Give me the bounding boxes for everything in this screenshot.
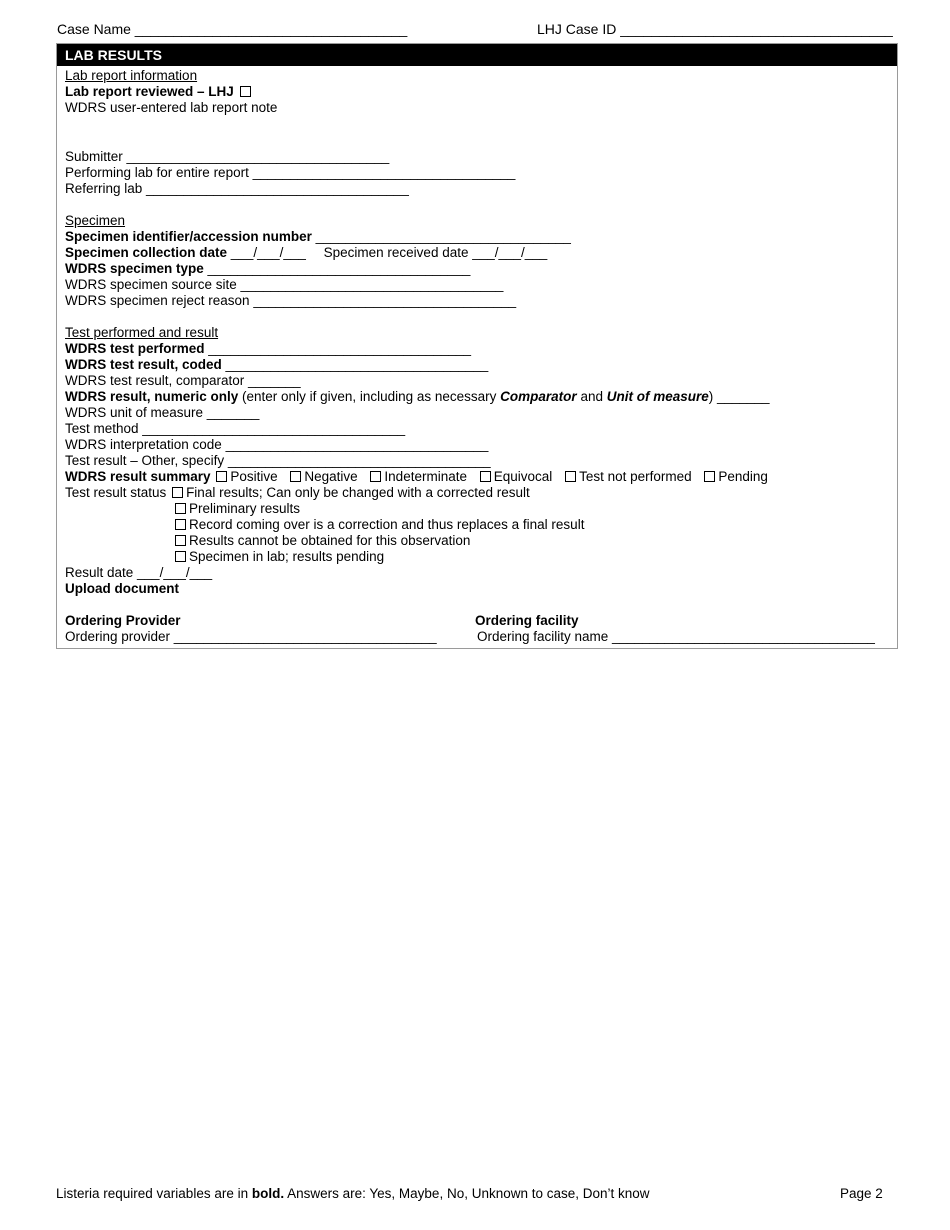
status-row-pending [173, 549, 384, 565]
test-numeric-row [65, 389, 770, 405]
status-option-pending: Specimen in lab; results pending [189, 549, 385, 564]
footer-note: Listeria required variables are in bold. Answers are: Yes, Maybe, No, Unknown to case, Don’t know [56, 1186, 650, 1201]
specimen-source-site-field: WDRS specimen source site ___________________________________ [65, 277, 504, 292]
specimen-type-row [65, 261, 470, 277]
test-numeric-unit: Unit of measure [606, 389, 709, 404]
status-option-correction: Record coming over is a correction and thus replaces a final result [189, 517, 585, 532]
checkbox-icon[interactable] [704, 471, 715, 482]
checkbox-icon[interactable] [175, 535, 186, 546]
specimen-type-label: WDRS specimen type [65, 261, 204, 276]
test-numeric-close: ) _______ [708, 389, 770, 404]
status-row-preliminary [173, 501, 300, 517]
status-label: Test result status [65, 485, 167, 500]
test-performed-blank: ___________________________________ [204, 341, 472, 356]
summary-option-positive[interactable]: Positive [214, 469, 277, 484]
specimen-collection-blank: ___/___/___ [227, 245, 306, 260]
result-summary-label: WDRS result summary [65, 469, 211, 484]
ordering-facility-heading: Ordering facility [475, 613, 579, 628]
summary-option-pending[interactable]: Pending [702, 469, 768, 484]
status-row-cannot-obtain [173, 533, 470, 549]
test-method-field: Test method ___________________________________ [65, 421, 406, 436]
result-date-field: Result date ___/___/___ [65, 565, 213, 580]
specimen-heading: Specimen [65, 213, 126, 228]
test-coded-blank: ___________________________________ [221, 357, 489, 372]
specimen-type-blank: ___________________________________ [203, 261, 471, 276]
checkbox-icon[interactable] [565, 471, 576, 482]
summary-option-negative[interactable]: Negative [288, 469, 357, 484]
test-numeric-comparator: Comparator [500, 389, 577, 404]
ordering-provider-field: Ordering provider ___________________________________ [65, 629, 437, 644]
ordering-facility-field: Ordering facility name ___________________________________ [477, 629, 875, 644]
status-row-correction [173, 517, 584, 533]
specimen-identifier-blank: __________________________________ [311, 229, 571, 244]
case-name-field: Case Name ___________________________________ [57, 21, 408, 37]
specimen-collection-label: Specimen collection date [65, 245, 228, 260]
test-performed-row [65, 341, 471, 357]
lab-report-reviewed-checkbox[interactable] [240, 86, 251, 97]
test-unit-field: WDRS unit of measure _______ [65, 405, 260, 420]
upload-document-label: Upload document [65, 581, 179, 596]
specimen-identifier-label: Specimen identifier/accession number [65, 229, 312, 244]
section-title: LAB RESULTS [57, 44, 897, 66]
status-row-final [65, 485, 530, 501]
ordering-provider-heading: Ordering Provider [65, 613, 181, 628]
checkbox-icon[interactable] [175, 503, 186, 514]
lab-report-reviewed-row [65, 84, 254, 100]
summary-option-equivocal[interactable]: Equivocal [478, 469, 553, 484]
test-heading: Test performed and result [65, 325, 219, 340]
test-other-field: Test result – Other, specify ___________________________________ [65, 453, 491, 468]
test-coded-row [65, 357, 488, 373]
submitter-field: Submitter ___________________________________ [65, 149, 390, 164]
test-numeric-and: and [576, 389, 607, 404]
checkbox-icon[interactable] [480, 471, 491, 482]
page-number: Page 2 [840, 1186, 883, 1201]
test-comparator-field: WDRS test result, comparator _______ [65, 373, 301, 388]
specimen-reject-reason-field: WDRS specimen reject reason ___________________________________ [65, 293, 517, 308]
checkbox-icon[interactable] [290, 471, 301, 482]
lab-report-heading: Lab report information [65, 68, 198, 83]
referring-lab-field: Referring lab ___________________________________ [65, 181, 409, 196]
test-numeric-note: (enter only if given, including as necessary [238, 389, 501, 404]
lab-report-note-label: WDRS user-entered lab report note [65, 100, 278, 115]
checkbox-icon[interactable] [216, 471, 227, 482]
checkbox-icon[interactable] [370, 471, 381, 482]
checkbox-icon[interactable] [172, 487, 183, 498]
status-option-final: Final results; Can only be changed with a corrected result [186, 485, 530, 500]
checkbox-icon[interactable] [175, 551, 186, 562]
result-summary-row [65, 469, 775, 485]
specimen-identifier-row [65, 229, 571, 245]
lab-results-section [56, 43, 898, 649]
lhj-case-id-field: LHJ Case ID ___________________________________ [537, 21, 893, 37]
specimen-dates-row [65, 245, 547, 261]
summary-option-indeterminate[interactable]: Indeterminate [368, 469, 467, 484]
performing-lab-field: Performing lab for entire report ___________________________________ [65, 165, 516, 180]
specimen-received-field: Specimen received date ___/___/___ [323, 245, 548, 260]
lab-report-reviewed-label: Lab report reviewed – LHJ [65, 84, 234, 99]
status-option-preliminary: Preliminary results [189, 501, 301, 516]
test-interpretation-field: WDRS interpretation code ___________________________________ [65, 437, 489, 452]
test-performed-label: WDRS test performed [65, 341, 205, 356]
checkbox-icon[interactable] [175, 519, 186, 530]
summary-option-not-performed[interactable]: Test not performed [563, 469, 692, 484]
test-numeric-label: WDRS result, numeric only [65, 389, 239, 404]
status-option-cannot-obtain: Results cannot be obtained for this observation [189, 533, 471, 548]
test-coded-label: WDRS test result, coded [65, 357, 222, 372]
